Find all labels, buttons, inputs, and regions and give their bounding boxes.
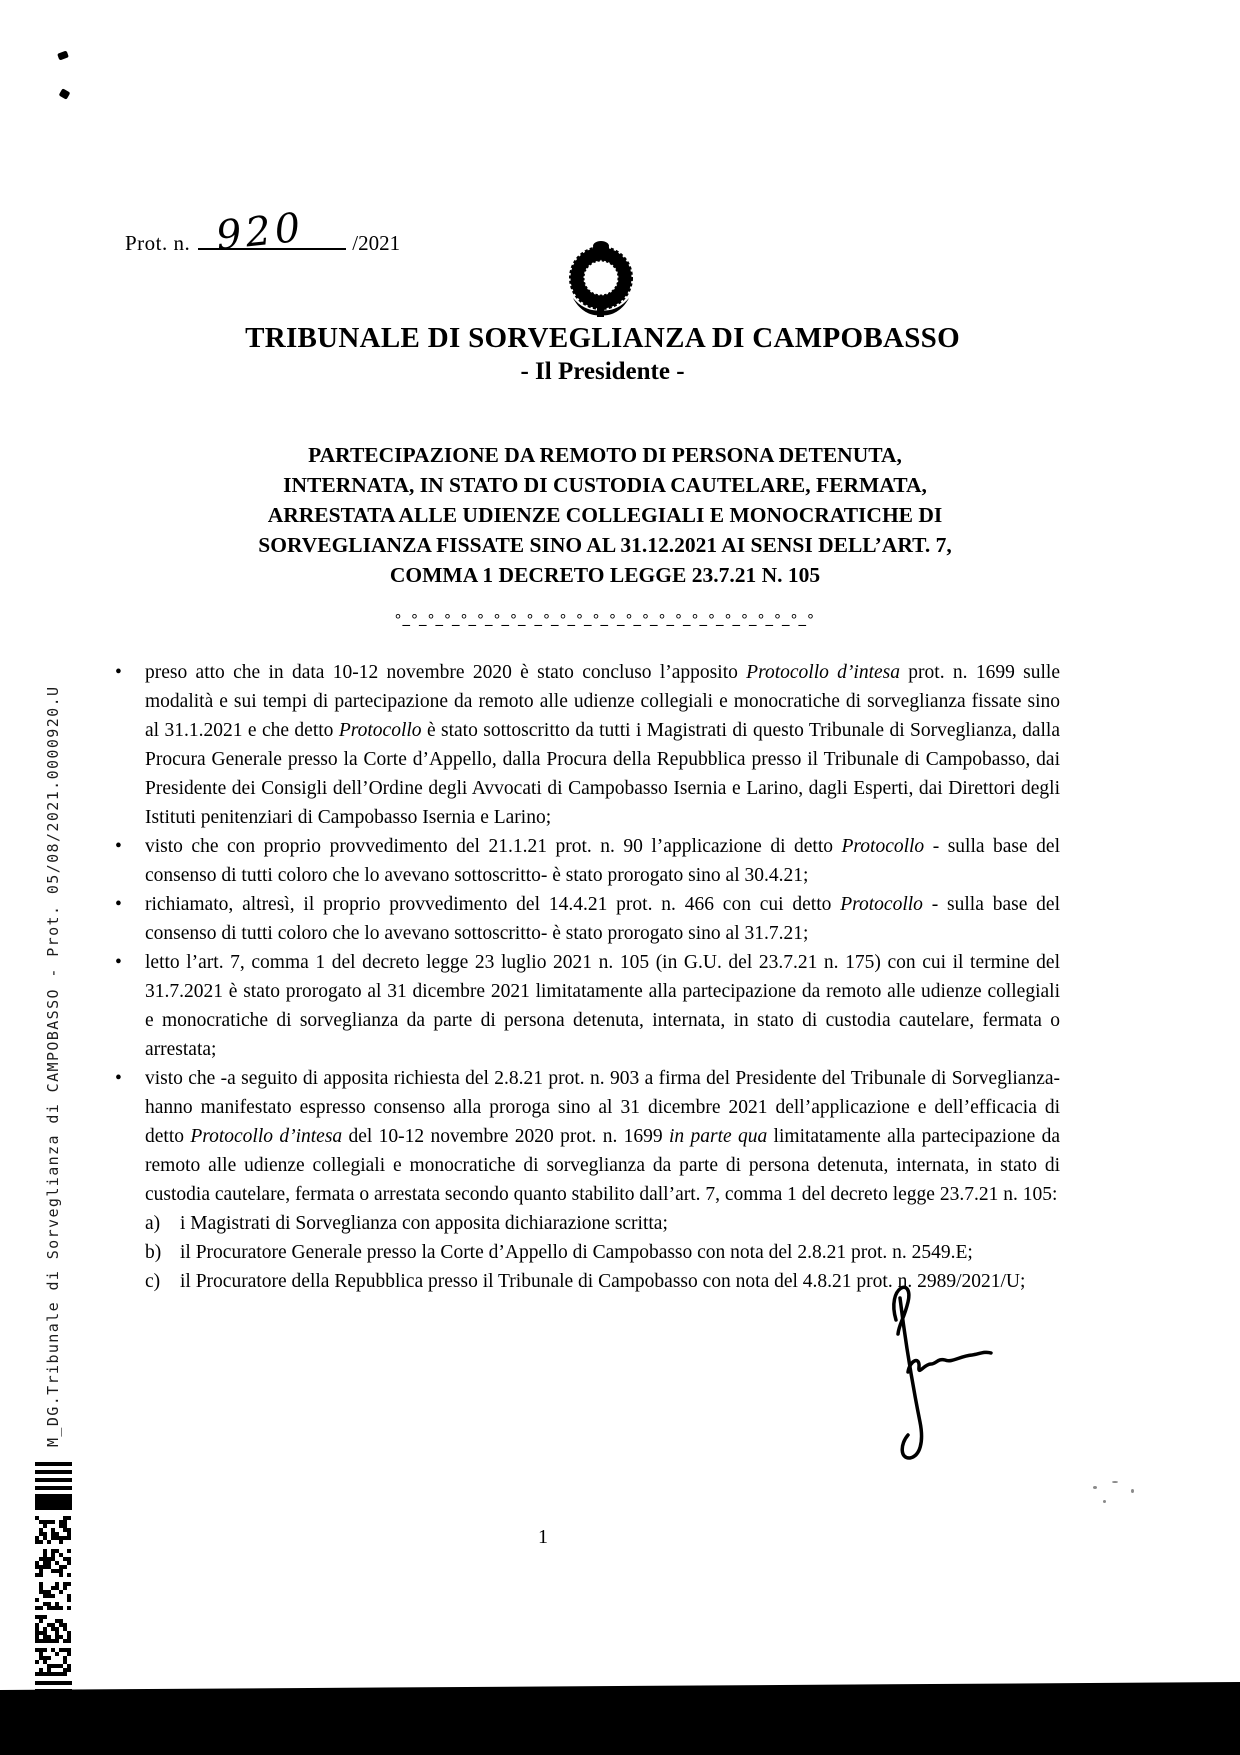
protocol-year: /2021: [352, 231, 401, 255]
subject-line: PARTECIPAZIONE DA REMOTO DI PERSONA DETENUTA,: [308, 443, 902, 467]
bullet-icon: •: [115, 952, 122, 973]
sub-item-label: a): [145, 1213, 161, 1234]
bullet-text: visto che con proprio provvedimento del 21.1.21 prot. n. 90 l’applicazione di detto Protocollo - sulla base del consenso di tutti coloro che lo avevano sottoscritto- è stato prorogato sino al 30.4.21;: [145, 836, 1061, 886]
document-subject: [140, 440, 1070, 590]
subject-line: COMMA 1 DECRETO LEGGE 23.7.21 N. 105: [389, 563, 821, 587]
registration-vertical-text: M_DG.Tribunale di Sorveglianza di CAMPOBASSO - Prot. 05/08/2021.0000920.U: [44, 685, 62, 1447]
protocol-number-handwritten: 920: [214, 204, 307, 260]
bullet-icon: •: [115, 662, 122, 683]
scan-speck: [57, 51, 69, 61]
bullet-text: letto l’art. 7, comma 1 del decreto legge 23 luglio 2021 n. 105 (in G.U. del 23.7.21 n. 175) con cui il termine del 31.7.2021 è stato prorogato al 31 dicembre 2021 limitatamente alla partecipazione da remoto alle udienze collegiali e monocratiche di sorveglianza da parte di persona detenuta, internata, in stato di custodia cautelare, fermata o arrestata;: [145, 952, 1060, 1060]
bullet-icon: •: [115, 1068, 122, 1089]
document-body: [115, 658, 1060, 1296]
scan-edge-band: [0, 1680, 1240, 1755]
sub-item-text: il Procuratore della Repubblica presso il Tribunale di Campobasso con nota del 4.8.21 prot. n. 2989/2021/U;: [180, 1271, 1026, 1292]
bullet-paragraph: [115, 832, 1060, 890]
subject-line: ARRESTATA ALLE UDIENZE COLLEGIALI E MONOCRATICHE DI: [267, 503, 943, 527]
bullet-paragraph: [115, 890, 1060, 948]
subject-line: INTERNATA, IN STATO DI CUSTODIA CAUTELARE, FERMATA,: [283, 473, 927, 497]
bullet-paragraph: [115, 1064, 1060, 1209]
barcode-stripe: [35, 1681, 72, 1685]
bullet-text: visto che -a seguito di apposita richiesta del 2.8.21 prot. n. 903 a firma del Presidente del Tribunale di Sorveglianza- hanno manifestato espresso consenso alla proroga sino al 31 dicembre 2021 dell’applicazione e dell’efficacia di detto Protocollo d’intesa del 10-12 novembre 2020 prot. n. 1699 in parte qua limitatamente alla partecipazione da remoto alle udienze collegiali e monocratiche di sorveglianza da parte di persona detenuta, internata, in stato di custodia cautelare, fermata o arrestata secondo quanto stabilito dall’art. 7, comma 1 del decreto legge 23.7.21 n. 105:: [145, 1068, 1060, 1205]
sub-item-text: il Procuratore Generale presso la Corte d’Appello di Campobasso con nota del 2.8.21 prot. n. 2549.E;: [180, 1242, 973, 1263]
court-subtitle: - Il Presidente -: [520, 358, 685, 385]
scan-speck: [1103, 1500, 1106, 1503]
handwritten-signature: [848, 1272, 1048, 1482]
barcode-matrix-segment: [35, 1549, 71, 1577]
sub-item-text: i Magistrati di Sorveglianza con apposita dichiarazione scritta;: [180, 1213, 668, 1234]
bullet-paragraph: [115, 658, 1060, 832]
italian-republic-emblem-icon: [561, 238, 641, 323]
bullet-icon: •: [115, 836, 122, 857]
subject-line: SORVEGLIANZA FISSATE SINO AL 31.12.2021 AI SENSI DELL’ART. 7,: [258, 533, 952, 557]
protocol-number-underline: [198, 204, 346, 260]
barcode-stripe: [35, 1478, 72, 1482]
barcode-matrix-segment: [35, 1582, 71, 1610]
bullet-icon: •: [115, 894, 122, 915]
scan-speck: [1093, 1486, 1097, 1489]
sub-item-label: b): [145, 1242, 162, 1263]
protocol-label: Prot. n.: [125, 231, 191, 255]
court-title: TRIBUNALE DI SORVEGLIANZA DI CAMPOBASSO: [245, 322, 960, 354]
scan-speck: [59, 88, 71, 99]
registration-barcode: [35, 1462, 72, 1705]
barcode-solid-block: [35, 1494, 72, 1510]
bullet-paragraph: [115, 948, 1060, 1064]
sub-item: [145, 1238, 1060, 1267]
sub-item: [145, 1209, 1060, 1238]
barcode-matrix-segment: [35, 1615, 71, 1643]
scan-speck: [1131, 1489, 1134, 1493]
bullet-text: preso atto che in data 10-12 novembre 2020 è stato concluso l’apposito Protocollo d’intesa prot. n. 1699 sulle modalità e sui tempi di partecipazione da remoto alle udienze collegiali e monocratiche di sorveglianza fissate sino al 31.1.2021 e che detto Protocollo è stato sottoscritto da tutti i Magistrati di questo Tribunale di Sorveglianza, dalla Procura Generale presso la Corte d’Appello, dalla Procura della Repubblica presso il Tribunale di Campobasso, dai Presidente dei Consigli dell’Ordine degli Avvocati di Campobasso Isernia e Larino, dagli Esperti, dai Direttori degli Istituti penitenziari di Campobasso Isernia e Larino;: [145, 662, 1060, 828]
protocol-number-line: [125, 204, 401, 260]
barcode-stripe: [35, 1486, 72, 1490]
barcode-matrix-segment: [35, 1516, 71, 1544]
barcode-stripe: [35, 1462, 72, 1466]
decorative-separator: °_°_°_°_°_°_°_°_°_°_°_°_°_°_°_°_°_°_°_°_°_°_°_°_°_°: [395, 612, 815, 628]
barcode-stripe: [35, 1470, 72, 1474]
scan-speck: [1112, 1481, 1118, 1483]
sub-item-label: c): [145, 1271, 161, 1292]
barcode-matrix-segment: [35, 1648, 71, 1676]
page-number: 1: [538, 1526, 548, 1548]
bullet-text: richiamato, altresì, il proprio provvedimento del 14.4.21 prot. n. 466 con cui detto Protocollo - sulla base del consenso di tutti coloro che lo avevano sottoscritto- è stato prorogato sino al 31.7.21;: [145, 894, 1060, 944]
